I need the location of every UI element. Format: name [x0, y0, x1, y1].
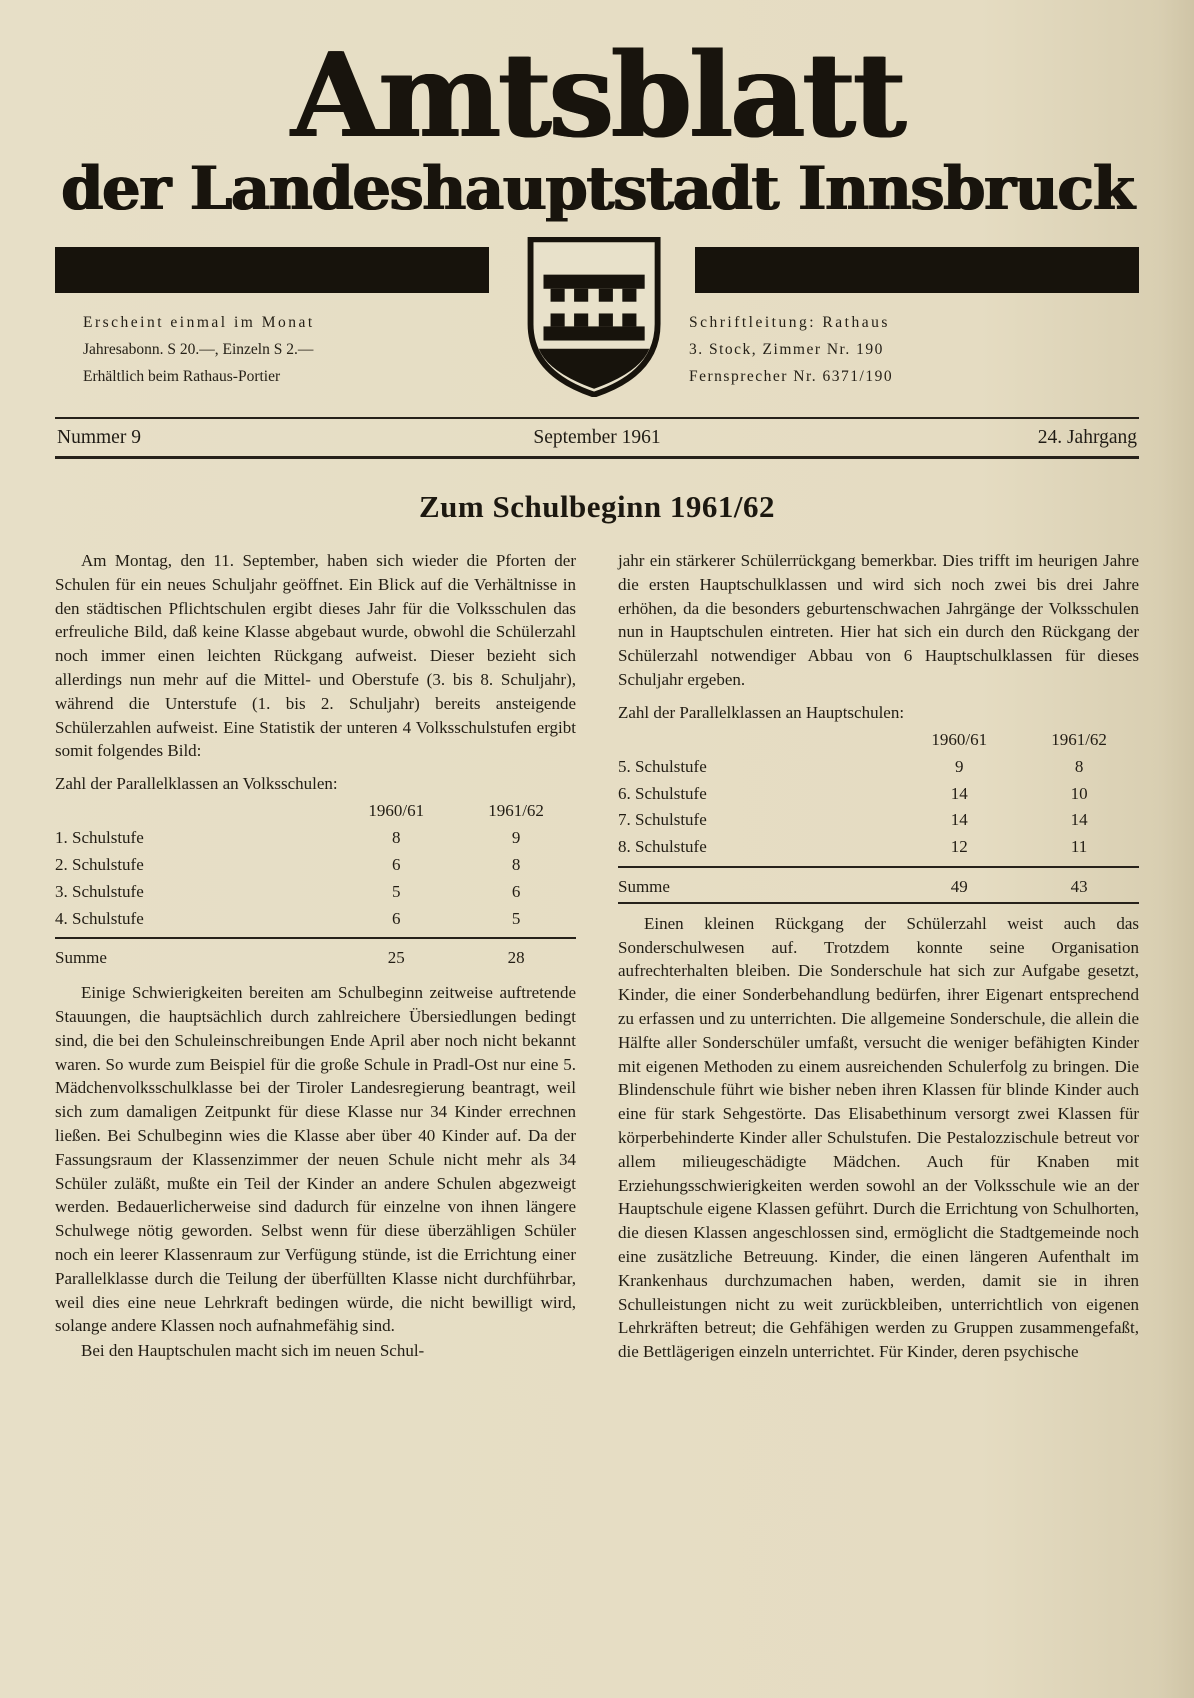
table-total-row: [618, 867, 1139, 903]
editorial-office: Schriftleitung: Rathaus: [689, 314, 890, 331]
row-label: 7. Schulstufe: [618, 810, 707, 830]
issue-date: September 1961: [533, 427, 661, 448]
row-value-1960: 6: [391, 855, 401, 875]
row-label: 2. Schulstufe: [55, 855, 144, 875]
table-row: [55, 825, 576, 852]
divider-rule-bottom: [55, 456, 1139, 459]
editorial-room: 3. Stock, Zimmer Nr. 190: [689, 341, 884, 359]
table-row: [55, 878, 576, 905]
masthead: [0, 0, 1194, 407]
article-title: Zum Schulbeginn 1961/62: [418, 489, 776, 524]
row-value-1960: 12: [950, 837, 968, 857]
availability-note: Erhältlich beim Rathaus-Portier: [83, 368, 281, 386]
innsbruck-coat-of-arms-icon: [521, 237, 667, 397]
total-value-1960: 25: [336, 938, 456, 973]
row-value-1961: 8: [1074, 756, 1084, 776]
row-label: 5. Schulstufe: [618, 756, 707, 776]
issue-number: Nummer 9: [57, 427, 141, 448]
article: [0, 489, 1194, 1364]
row-value-1960: 5: [391, 881, 401, 901]
row-label: 8. Schulstufe: [618, 837, 707, 857]
left-column: [55, 549, 576, 1364]
row-label: 1. Schulstufe: [55, 828, 144, 848]
row-label: 3. Schulstufe: [55, 881, 144, 901]
table-header-spacer: [618, 727, 899, 754]
paragraph: jahr ein stärkerer Schülerrückgang bemerkbar. Dies trifft im heurigen Jahre die ersten Hauptschulklassen und wird sich noch zwei bis drei Jahre erhöhen, da die besonders geburtenschwachen Jahrgänge der Volksschulen nun in Hauptschulen eintreten. Hier hat sich ein durch den Rückgang der Schülerzahl notwendiger Abbau von 6 Hauptschulklassen für dieses Schuljahr ergeben.: [618, 551, 1139, 689]
right-column: [618, 549, 1139, 1364]
publication-frequency: Erscheint einmal im Monat: [83, 314, 315, 331]
table-row: [618, 807, 1139, 834]
masthead-title-line1: Amtsblatt: [290, 28, 904, 164]
row-label: 6. Schulstufe: [618, 783, 707, 803]
row-label: 4. Schulstufe: [55, 908, 144, 928]
row-value-1960: 8: [391, 828, 401, 848]
table-row: [618, 753, 1139, 780]
row-value-1960: 9: [954, 756, 964, 776]
row-value-1960: 14: [950, 783, 968, 803]
editorial-phone: Fernsprecher Nr. 6371/190: [689, 368, 894, 386]
total-label: Summe: [618, 867, 899, 903]
row-value-1961: 14: [1070, 810, 1088, 830]
volksschulen-table-caption: Zahl der Parallelklassen an Volksschulen:: [55, 774, 338, 794]
table-header-spacer: [55, 798, 336, 825]
table-total-row: [55, 938, 576, 973]
banner-bar-left: [55, 247, 489, 293]
row-value-1960: 6: [391, 908, 401, 928]
total-label: Summe: [55, 938, 336, 973]
table-row: [55, 905, 576, 938]
table-row: [55, 852, 576, 879]
row-value-1961: 6: [511, 881, 521, 901]
total-value-1961: 28: [456, 938, 576, 973]
paragraph: Einen kleinen Rückgang der Schülerzahl weist auch das Sonderschulwesen auf. Trotzdem konnte seine Organisation aufrechterhalten bleiben. Die Sonderschule hat sich zur Aufgabe gesetzt, Kinder, die einer Sonderbehandlung bedürfen, ihrer Eigenart entsprechend zu erfassen und zu unterrichten. Die allgemeine Sonderschule, die allein die Hälfte aller Sonderschüler umfaßt, versucht die weniger befähigten Kinder mit eigenen Methoden zu einem ausreichenden Schulerfolg zu bringen. Die Blindenschule führt wie bisher neben ihren Klassen für blinde Kinder auch eine für stark Sehgestörte. Das Elisabethinum versorgt zwei Klassen für körperbehinderte Kinder aller Schulstufen. Die Pestalozzischule betreut vor allem milieugeschädigte Mädchen. Auch für Knaben mit Erziehungsschwierigkeiten werden sowohl an der Volksschule wie an der Hauptschule eigene Klassen geführt. Durch die Errichtung von Schulhorten, die diesen Klassen angeschlossen sind, ermöglicht die Stadtgemeinde noch eine zusätzliche Betreuung. Kinder, die einen längeren Aufenthalt im Krankenhaus durchzumachen haben, werden, damit sie in ihren Schulleistungen nicht zu weit zurückbleiben, unterrichtlich von eigenen Lehrkräften betreut; die Gehfähigen werden zu Gruppen zusammengefaßt, die Bettlägerigen einzeln unterrichtet. Für Kinder, deren psychische: [618, 913, 1139, 1362]
row-value-1961: 8: [511, 855, 521, 875]
article-columns: [0, 549, 1194, 1364]
table-header-row: [55, 798, 576, 825]
banner-bar-right: [695, 247, 1139, 293]
table-row: [618, 834, 1139, 867]
row-value-1960: 14: [950, 810, 968, 830]
paragraph: Bei den Hauptschulen macht sich im neuen Schul-: [81, 1341, 425, 1361]
paragraph: Am Montag, den 11. September, haben sich wieder die Pforten der Schulen für ein neues Schuljahr geöffnet. Ein Blick auf die Verhältnisse in den städtischen Pflichtschulen ergibt dieses Jahr für die Volksschulen das erfreuliche Bild, daß keine Klasse abgebaut wurde, obwohl die Schülerzahl noch immer einen leichten Rückgang aufweist. Dieser bezieht sich allerdings nun mehr auf die Mittel- und Oberstufe (3. bis 8. Schuljahr), während die Unterstufe (1. bis 2. Schuljahr) bereits ansteigende Schülerzahlen aufweist. Eine Statistik der unteren 4 Volksschulstufen ergibt somit folgendes Bild:: [55, 551, 576, 761]
row-value-1961: 10: [1070, 783, 1088, 803]
row-value-1961: 11: [1070, 837, 1088, 857]
row-value-1961: 9: [511, 828, 521, 848]
table-row: [618, 780, 1139, 807]
volksschulen-table: [55, 798, 576, 973]
table-header-1960: 1960/61: [368, 801, 425, 821]
publication-info: [83, 309, 315, 390]
total-value-1960: 49: [899, 867, 1019, 903]
row-value-1961: 5: [511, 908, 521, 928]
table-header-row: [618, 727, 1139, 754]
table-header-1961: 1961/62: [488, 801, 544, 821]
hauptschulen-table: [618, 727, 1139, 904]
table-header-1960: 1960/61: [931, 730, 988, 750]
editorial-info: [689, 309, 893, 390]
hauptschulen-table-caption: Zahl der Parallelklassen an Hauptschulen:: [618, 702, 905, 722]
masthead-title-line2: der Landeshauptstadt Innsbruck: [60, 154, 1134, 224]
issue-volume: 24. Jahrgang: [1037, 427, 1137, 448]
table-header-1961: 1961/62: [1051, 730, 1107, 750]
total-value-1961: 43: [1019, 867, 1139, 903]
subscription-price: Jahresabonn. S 20.—, Einzeln S 2.—: [83, 341, 314, 359]
masthead-banner: [55, 235, 1139, 407]
issue-line: [55, 419, 1139, 456]
paragraph: Einige Schwierigkeiten bereiten am Schulbeginn zeitweise auftretende Stauungen, die hauptsächlich durch zahlreichere Übersiedlungen bedingt sind, die bei den Schuleinschreibungen Ende April aber noch nicht bekannt waren. So wurde zum Beispiel für die große Schule in Pradl-Ost nur eine 5. Mädchenvolksschulklasse bei der Tiroler Landesregierung beantragt, weil sich zum damaligen Zeitpunkt für diese Klasse nur 34 Kinder errechnen ließen. Bei Schulbeginn wies die Klasse aber über 40 Kinder auf. Da der Fassungsraum der Klassenzimmer der neuen Schule nicht mehr als 34 Schüler zuläßt, mußte ein Teil der Kinder an andere Schulen abgezweigt werden. Bedauerlicherweise sind dadurch für einzelne von ihnen längere Schulwege nötig geworden. Selbst wenn für diese überzähligen Schüler noch ein leerer Klassenraum zur Verfügung stünde, ist die Errichtung einer Parallelklasse durch die Teilung der überfüllten Klasse nicht durchführbar, weil dies eine neue Lehrkraft bedingen würde, die nicht bewilligt wird, solange andere Klassen noch aufnahmefähig sind.: [55, 983, 576, 1336]
